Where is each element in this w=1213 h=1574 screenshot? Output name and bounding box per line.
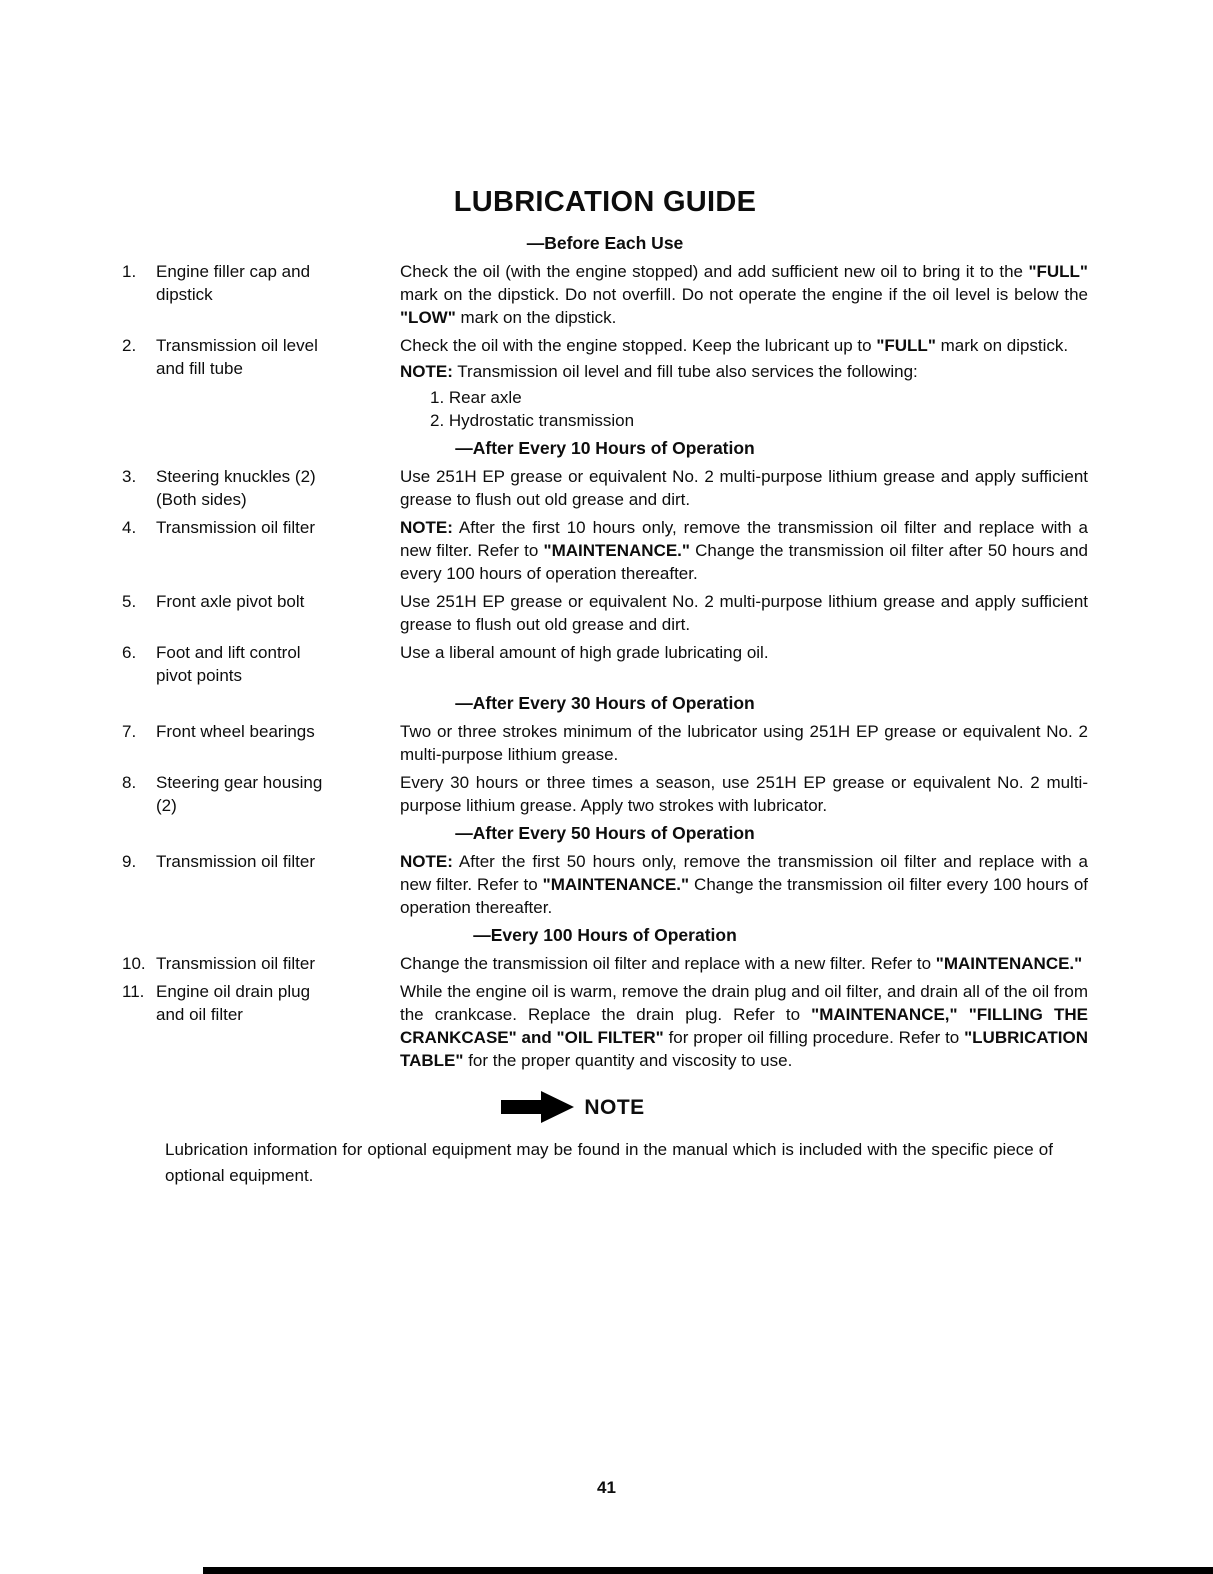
item-number: 4. (122, 518, 137, 537)
description-paragraph: While the engine oil is warm, remove the drain plug and oil filter, and drain all of the oil from the crankcase. Replace the drain plug. Refer to "MAINTENANCE," "FILLING THE CRANKCASE" and "OIL FILTER" for proper oil filling procedure. Refer to "LUBRICATION TABLE" for the proper quantity and viscosity to use. (400, 982, 1088, 1070)
lubrication-item-6 (122, 641, 1088, 687)
item-label: Transmission oil filter (156, 518, 316, 537)
section-heading-every-100-hours: —Every 100 Hours of Operation (473, 925, 737, 945)
section-heading-after-10-hours: —After Every 10 Hours of Operation (455, 438, 755, 458)
description-paragraph: Check the oil with the engine stopped. Keep the lubricant up to "FULL" mark on dipstick. (400, 336, 1069, 355)
item-number: 11. (122, 982, 145, 1001)
lubrication-item-1 (122, 260, 1088, 329)
description-paragraph: NOTE: After the first 50 hours only, remove the transmission oil filter and replace with a new filter. Refer to "MAINTENANCE." Change the transmission oil filter every 100 hours of operation thereafter. (400, 852, 1088, 917)
item-label: Transmission oil level and fill tube (156, 336, 318, 378)
item-description (400, 590, 1088, 636)
item-number: 3. (122, 467, 137, 486)
lubrication-item-10 (122, 952, 1088, 975)
description-paragraph: NOTE: After the first 10 hours only, remove the transmission oil filter and replace with a new filter. Refer to "MAINTENANCE." Change the transmission oil filter after 50 hours and every 100 hours of operation thereafter. (400, 518, 1089, 583)
item-number: 6. (122, 643, 137, 662)
optional-equipment-note: Lubrication information for optional equipment may be found in the manual which is included with the specific piece of optional equipment. (165, 1140, 1053, 1185)
item-number: 8. (122, 773, 137, 792)
lubrication-guide (122, 186, 1088, 1189)
lubrication-item-2 (122, 334, 1088, 432)
lubrication-item-5 (122, 590, 1088, 636)
list-item: 1. Rear axle (430, 388, 522, 407)
item-description (400, 641, 1088, 664)
item-label: Engine filler cap and dipstick (156, 262, 311, 304)
note-arrow-icon (501, 1090, 575, 1124)
item-number: 9. (122, 852, 137, 871)
item-label: Front axle pivot bolt (156, 592, 305, 611)
note-label: NOTE (584, 1095, 645, 1119)
page-title: LUBRICATION GUIDE (453, 186, 757, 218)
item-label: Transmission oil filter (156, 954, 316, 973)
page-number: 41 (597, 1478, 616, 1497)
item-number: 7. (122, 722, 137, 741)
item-number: 1. (122, 262, 137, 281)
item-label: Transmission oil filter (156, 852, 316, 871)
item-number: 2. (122, 336, 137, 355)
serviced-components-list (430, 386, 1088, 432)
item-label: Steering gear housing (2) (156, 773, 323, 815)
item-description (400, 260, 1088, 329)
item-number: 5. (122, 592, 137, 611)
section-heading-after-50-hours: —After Every 50 Hours of Operation (455, 823, 755, 843)
item-description (400, 771, 1088, 817)
item-description (400, 334, 1088, 432)
lubrication-item-4 (122, 516, 1088, 585)
item-label: Foot and lift control pivot points (156, 643, 301, 685)
note-callout (90, 1090, 1056, 1124)
item-label: Engine oil drain plug and oil filter (156, 982, 311, 1024)
item-description (400, 850, 1088, 919)
description-paragraph: Use 251H EP grease or equivalent No. 2 multi-purpose lithium grease and apply sufficient grease to flush out old grease and dirt. (400, 592, 1088, 634)
description-paragraph: NOTE: Transmission oil level and fill tube also services the following: (400, 362, 918, 381)
lubrication-item-11 (122, 980, 1088, 1072)
lubrication-item-8 (122, 771, 1088, 817)
description-paragraph: Every 30 hours or three times a season, use 251H EP grease or equivalent No. 2 multi-purpose lithium grease. Apply two strokes with lubricator. (400, 773, 1088, 815)
item-description (400, 980, 1088, 1072)
scan-edge-artifact (203, 1567, 1213, 1574)
item-label: Front wheel bearings (156, 722, 315, 741)
description-paragraph: Check the oil (with the engine stopped) and add sufficient new oil to bring it to the "FULL" mark on the dipstick. Do not overfill. Do not operate the engine if the oil level is below the "LOW" mark on the dipstick. (400, 262, 1088, 327)
item-label: Steering knuckles (2) (Both sides) (156, 467, 316, 509)
lubrication-item-9 (122, 850, 1088, 919)
item-description (400, 516, 1088, 585)
item-description (400, 465, 1088, 511)
description-paragraph: Change the transmission oil filter and replace with a new filter. Refer to "MAINTENANCE." (400, 954, 1083, 973)
lubrication-item-7 (122, 720, 1088, 766)
item-number: 10. (122, 954, 146, 973)
item-description (400, 720, 1088, 766)
list-item: 2. Hydrostatic transmission (430, 411, 635, 430)
description-paragraph: Use a liberal amount of high grade lubricating oil. (400, 643, 769, 662)
description-paragraph: Two or three strokes minimum of the lubricator using 251H EP grease or equivalent No. 2 multi-purpose lithium grease. (400, 722, 1088, 764)
section-heading-after-30-hours: —After Every 30 Hours of Operation (455, 693, 755, 713)
item-description (400, 952, 1088, 975)
description-paragraph: Use 251H EP grease or equivalent No. 2 multi-purpose lithium grease and apply sufficient grease to flush out old grease and dirt. (400, 467, 1088, 509)
section-heading-before-each-use: —Before Each Use (526, 233, 684, 253)
lubrication-item-3 (122, 465, 1088, 511)
